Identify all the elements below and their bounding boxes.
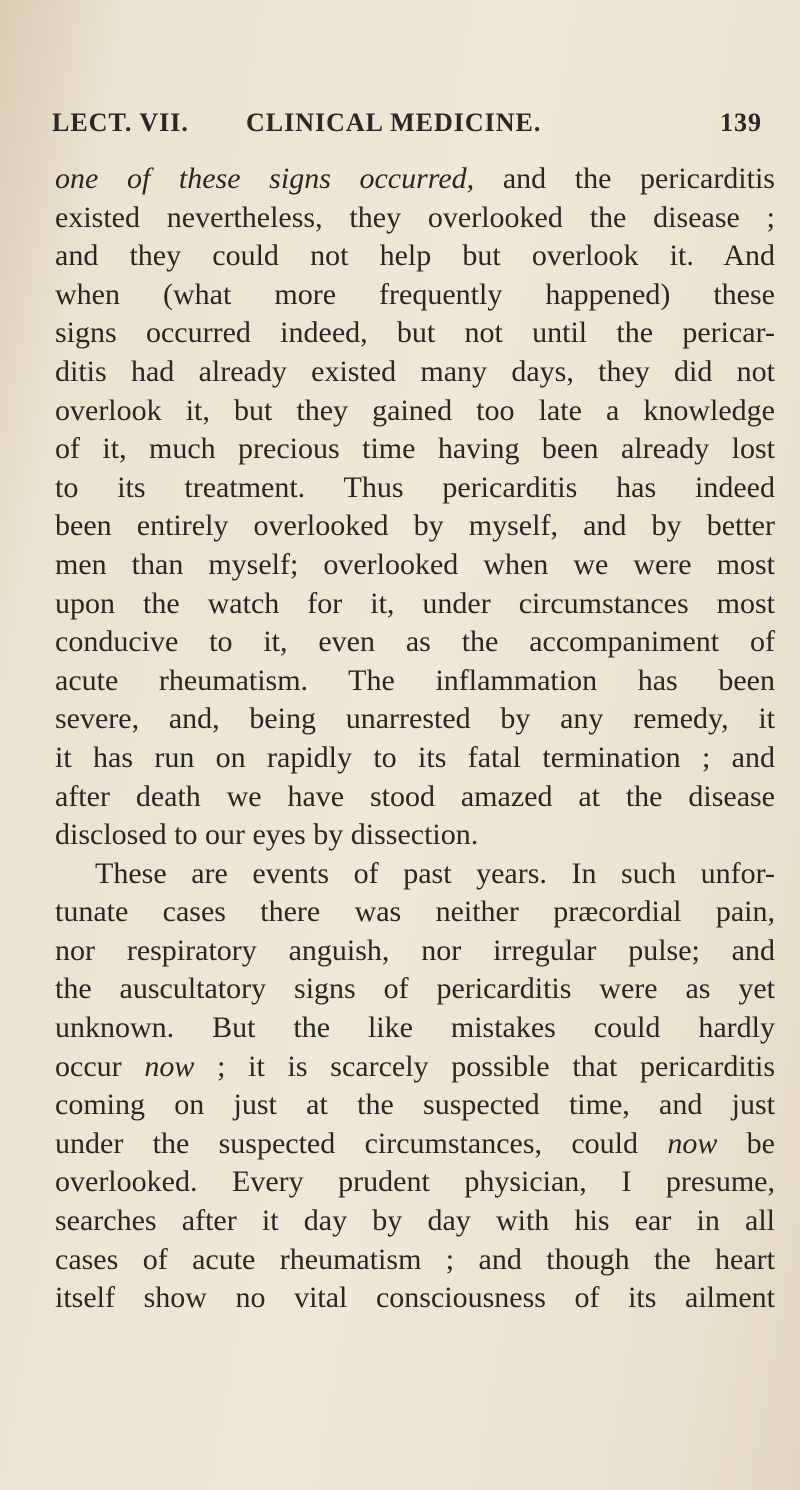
text-line	[55, 893, 775, 932]
text-line	[55, 1202, 775, 1241]
text-line	[55, 430, 775, 469]
text-run: the auscultatory signs of pericarditis were as yet	[55, 972, 775, 1006]
text-line	[55, 353, 775, 392]
text-line	[55, 1009, 775, 1048]
text-run: upon the watch for it, under circumstances most	[55, 586, 775, 620]
text-line	[55, 1086, 775, 1125]
text-line	[55, 507, 775, 546]
text-run: it has run on rapidly to its fatal termination ; and	[55, 740, 775, 774]
text-run: been entirely overlooked by myself, and by better	[55, 509, 775, 543]
text-run: under the suspected circumstances, could	[55, 1126, 668, 1160]
text-line	[55, 778, 775, 817]
text-line	[55, 1163, 775, 1202]
body-text	[55, 160, 775, 1318]
text-run: overlook it, but they gained too late a knowledge	[55, 393, 775, 427]
text-run: signs occurred indeed, but not until the pericar-	[55, 316, 775, 350]
text-line	[55, 199, 775, 238]
text-run: disclosed to our eyes by dissection.	[55, 818, 479, 852]
lecture-label: LECT. VII.	[52, 108, 189, 137]
text-line	[55, 160, 775, 199]
text-run: and the pericarditis	[474, 162, 775, 195]
text-run: conducive to it, even as the accompaniment of	[55, 625, 775, 659]
text-run: coming on just at the suspected time, and just	[55, 1088, 775, 1122]
text-run: nor respiratory anguish, nor irregular pulse; and	[55, 933, 775, 967]
text-run: overlooked. Every prudent physician, I presume,	[55, 1165, 775, 1199]
text-line	[55, 546, 775, 585]
text-run: ditis had already existed many days, they did not	[55, 354, 775, 388]
text-line	[55, 1048, 775, 1087]
text-line	[55, 816, 775, 855]
text-run: itself show no vital consciousness of its ailment	[55, 1281, 775, 1315]
text-line	[55, 623, 775, 662]
text-line	[55, 932, 775, 971]
italic-text: one of these signs occurred,	[55, 162, 475, 195]
text-line	[55, 314, 775, 353]
text-line	[55, 970, 775, 1009]
text-run: cases of acute rheumatism ; and though the heart	[55, 1242, 775, 1276]
text-run: to its treatment. Thus pericarditis has indeed	[55, 470, 775, 504]
text-line	[55, 1241, 775, 1280]
text-run: and they could not help but overlook it. And	[55, 239, 775, 273]
text-run: tunate cases there was neither præcordial pain,	[55, 895, 775, 929]
text-line	[55, 700, 775, 739]
text-line	[55, 855, 775, 894]
text-line	[55, 469, 775, 508]
text-line	[55, 1279, 775, 1318]
running-title: CLINICAL MEDICINE.	[246, 108, 542, 137]
text-run: be	[717, 1126, 775, 1160]
text-run: occur	[55, 1049, 145, 1083]
text-run: unknown. But the like mistakes could hardly	[55, 1011, 775, 1045]
text-line	[55, 392, 775, 431]
text-run: searches after it day by day with his ear in all	[55, 1204, 775, 1238]
italic-text: now	[667, 1126, 718, 1160]
text-line	[55, 662, 775, 701]
italic-text: now	[144, 1049, 195, 1083]
text-line	[55, 585, 775, 624]
text-run: of it, much precious time having been already lost	[55, 432, 775, 466]
text-line	[55, 1125, 775, 1164]
text-run: after death we have stood amazed at the disease	[55, 779, 775, 813]
text-run: acute rheumatism. The inflammation has been	[55, 663, 775, 697]
text-run: severe, and, being unarrested by any remedy, it	[55, 702, 775, 736]
text-run: These are events of past years. In such unfor-	[95, 856, 775, 890]
text-line	[55, 237, 775, 276]
running-header	[52, 108, 762, 148]
page-number: 139	[720, 108, 762, 137]
text-line	[55, 276, 775, 315]
text-run: existed nevertheless, they overlooked the disease ;	[55, 200, 775, 234]
text-line	[55, 739, 775, 778]
text-run: men than myself; overlooked when we were most	[55, 547, 775, 581]
text-run: ; it is scarcely possible that pericarditis	[194, 1049, 775, 1083]
text-run: when (what more frequently happened) these	[55, 277, 775, 311]
